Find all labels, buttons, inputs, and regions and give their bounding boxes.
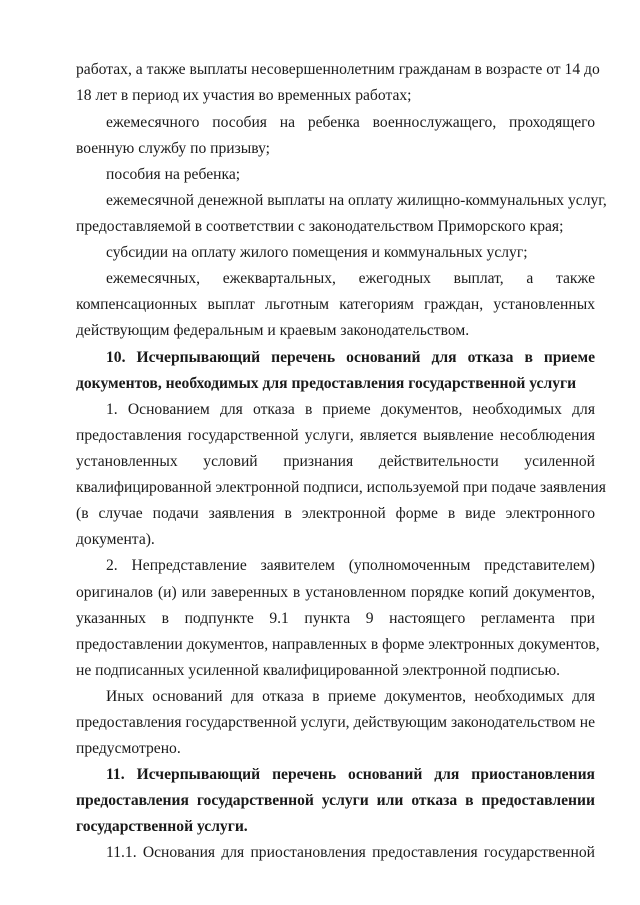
text-line: предоставлении документов, направленных в форме электронных документов, bbox=[76, 636, 600, 653]
text-line: субсидии на оплату жилого помещения и коммунальных услуг; bbox=[106, 244, 528, 261]
section-heading: государственной услуги. bbox=[76, 818, 248, 835]
text-line: указанных в подпункте 9.1 пункта 9 настоящего регламента при bbox=[76, 610, 595, 627]
text-line: 11.1. Основания для приостановления предоставления государственной bbox=[106, 844, 595, 861]
text-line: Иных оснований для отказа в приеме документов, необходимых для bbox=[106, 688, 595, 705]
text-line: ежемесячной денежной выплаты на оплату жилищно-коммунальных услуг, bbox=[106, 192, 607, 209]
section-heading: 10. Исчерпывающий перечень оснований для отказа в приеме bbox=[106, 349, 595, 366]
text-line: 1. Основанием для отказа в приеме документов, необходимых для bbox=[106, 401, 595, 418]
text-line: установленных условий признания действительности усиленной bbox=[76, 453, 595, 470]
text-line: работах, а также выплаты несовершеннолетним гражданам в возрасте от 14 до bbox=[76, 61, 600, 78]
section-heading: 11. Исчерпывающий перечень оснований для приостановления bbox=[106, 766, 595, 783]
section-heading: предоставления государственной услуги или отказа в предоставлении bbox=[76, 792, 595, 809]
text-line: предоставления государственной услуги, действующим законодательством не bbox=[76, 714, 595, 731]
text-line: не подписанных усиленной квалифицированной электронной подписью. bbox=[76, 662, 561, 679]
text-line: ежемесячного пособия на ребенка военнослужащего, проходящего bbox=[106, 114, 595, 131]
text-line: ежемесячных, ежеквартальных, ежегодных выплат, а также bbox=[106, 270, 595, 287]
text-line: предоставляемой в соответствии с законодательством Приморского края; bbox=[76, 218, 564, 235]
text-line: действующим федеральным и краевым законодательством. bbox=[76, 322, 470, 339]
text-line: (в случае подачи заявления в электронной форме в виде электронного bbox=[76, 505, 595, 522]
text-line: военную службу по призыву; bbox=[76, 140, 271, 157]
text-line: 2. Непредставление заявителем (уполномоченным представителем) bbox=[106, 557, 595, 574]
text-line: 18 лет в период их участия во временных работах; bbox=[76, 87, 412, 104]
text-line: пособия на ребенка; bbox=[106, 166, 241, 183]
text-line: предоставления государственной услуги, является выявление несоблюдения bbox=[76, 427, 595, 444]
text-line: документа). bbox=[76, 531, 155, 548]
section-heading: документов, необходимых для предоставления государственной услуги bbox=[76, 375, 577, 392]
text-line: квалифицированной электронной подписи, используемой при подаче заявления bbox=[76, 479, 606, 496]
text-line: компенсационных выплат льготным категориям граждан, установленных bbox=[76, 296, 595, 313]
text-line: оригиналов (и) или заверенных в установленном порядке копий документов, bbox=[76, 584, 595, 601]
text-line: предусмотрено. bbox=[76, 740, 181, 757]
